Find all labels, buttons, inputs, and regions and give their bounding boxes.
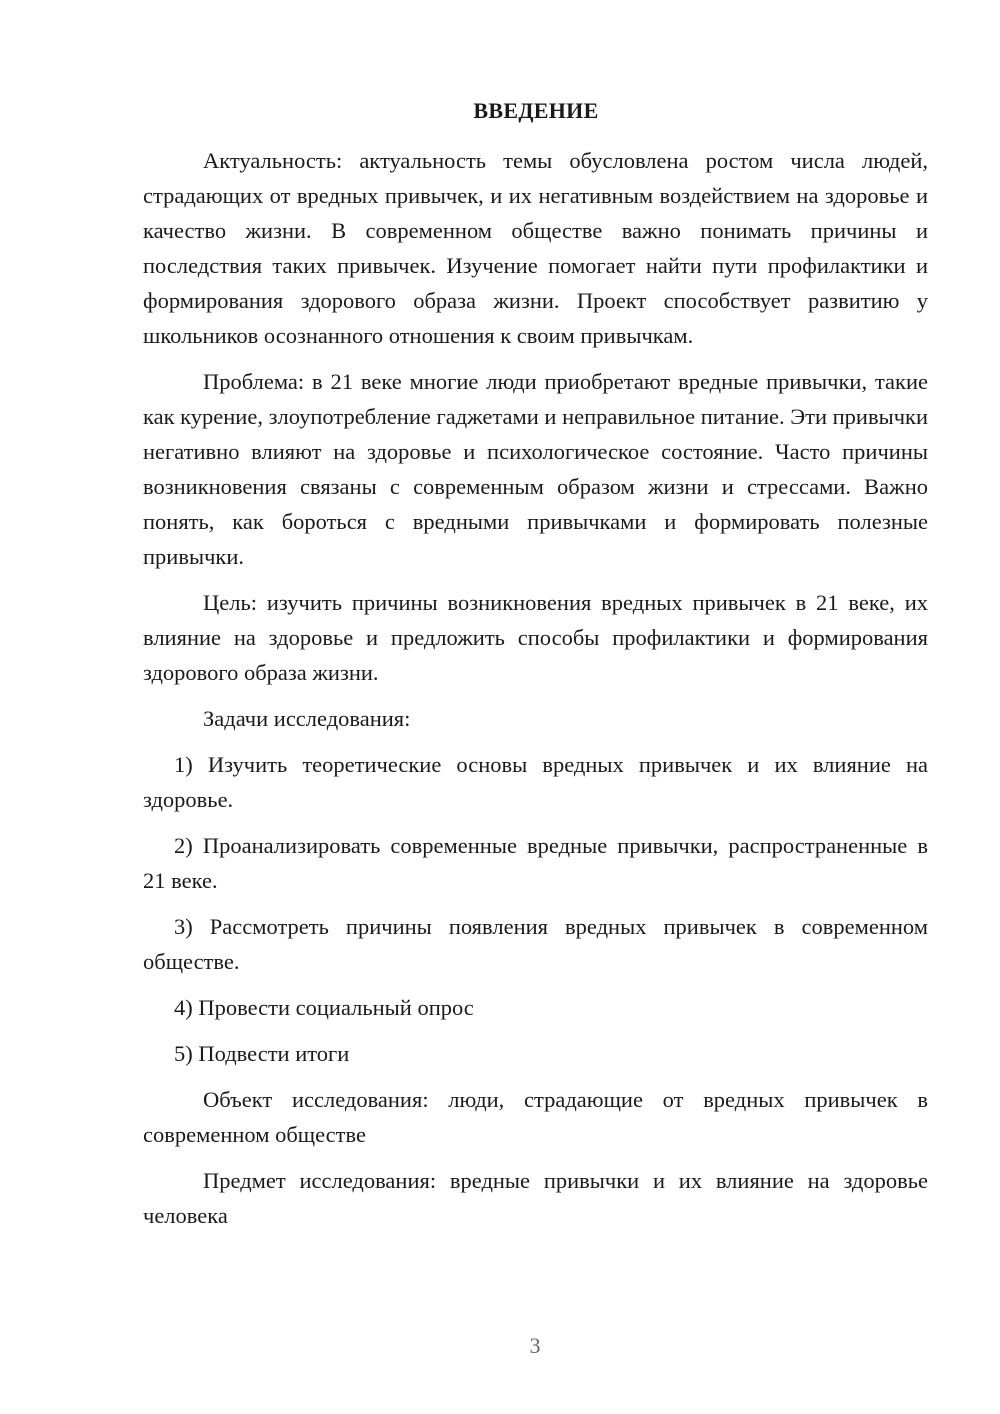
tasks-heading: Задачи исследования: [203, 706, 411, 731]
paragraph-subject: Предмет исследования: вредные привычки и их влияние на здоровье человека [143, 1168, 928, 1228]
paragraph-relevance: Актуальность: актуальность темы обусловлена ростом числа людей, страдающих от вредных привычек, и их негативным воздействием на здоровье и качество жизни. В современном обществе важно понимать причины и последствия таких привычек. Изучение помогает найти пути профилактики и формирования здорового образа жизни. Проект способствует развитию у школьников осознанного отношения к своим привычкам. [143, 148, 928, 348]
task-item-5: 5) Подвести итоги [174, 1041, 350, 1066]
task-item-3: 3) Рассмотреть причины появления вредных привычек в современном обществе. [143, 914, 928, 974]
task-item-4: 4) Провести социальный опрос [174, 995, 474, 1020]
task-item-2: 2) Проанализировать современные вредные привычки, распространенные в 21 веке. [143, 833, 928, 893]
paragraph-goal: Цель: изучить причины возникновения вредных привычек в 21 веке, их влияние на здоровье и предложить способы профилактики и формирования здорового образа жизни. [143, 590, 928, 685]
document-body [143, 143, 928, 1244]
paragraph-object: Объект исследования: люди, страдающие от вредных привычек в современном обществе [143, 1087, 928, 1147]
paragraph-problem: Проблема: в 21 веке многие люди приобретают вредные привычки, такие как курение, злоупотребление гаджетами и неправильное питание. Эти привычки негативно влияют на здоровье и психологическое состояние. Часто причины возникновения связаны с современным образом жизни и стрессами. Важно понять, как бороться с вредными привычками и формировать полезные привычки. [143, 369, 928, 569]
page-title: ВВЕДЕНИЕ [473, 98, 599, 123]
page-number: 3 [529, 1333, 541, 1358]
task-item-1: 1) Изучить теоретические основы вредных привычек и их влияние на здоровье. [143, 752, 928, 812]
